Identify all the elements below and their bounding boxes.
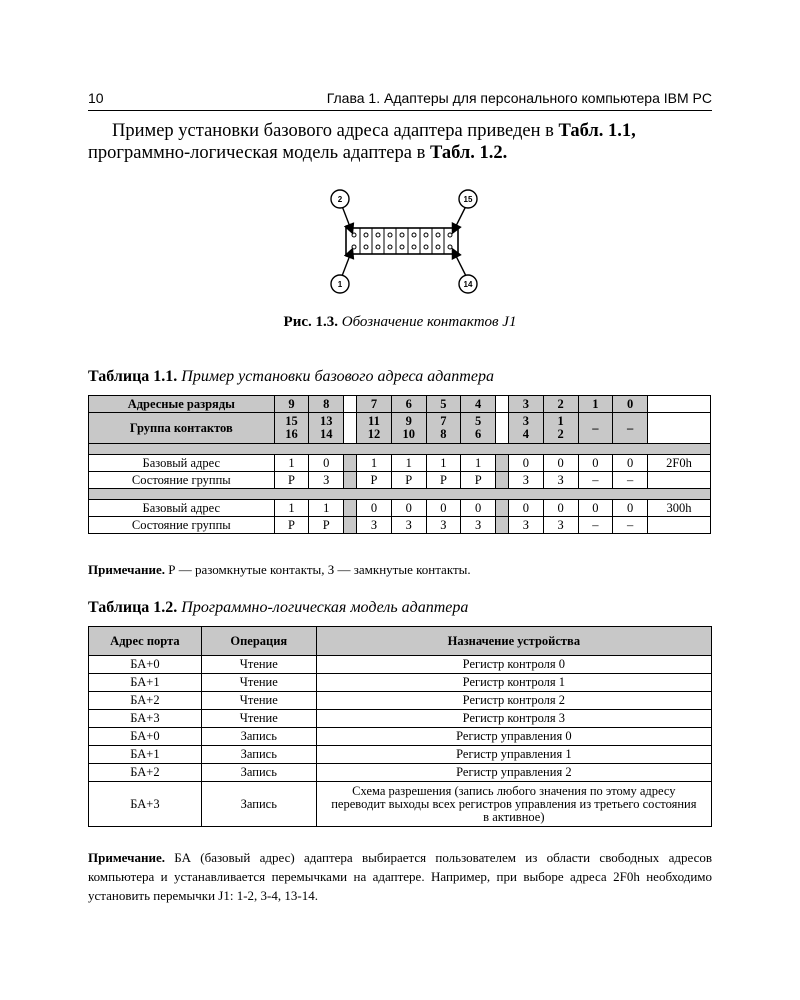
address-hex: 300h [647,500,710,517]
group-cell: 15 16 [274,413,309,444]
arrow-pin-15 [453,206,466,232]
table-1-number: Таблица 1.1. [88,368,178,385]
intro-text-1: Пример установки базового адреса адаптера приведен в [112,121,559,141]
bit-cell: 7 [357,396,392,413]
table-2-caption [88,599,468,617]
bit-cell: 6 [391,396,426,413]
note-text: БА (базовый адрес) адаптера выбирается пользователем из области свободных адресов компьютера и устанавливается перемычками на адаптере. Например, при выборе адреса 2F0h необходимо установить перемычки J1: 1-2, 3-4, 13-14. [88,850,712,903]
column-header: Адрес порта [89,627,202,656]
jumper-diagram [320,180,490,300]
bit-cell: 0 [613,396,648,413]
row-label: Базовый адрес [89,455,275,472]
group-cell: 5 6 [461,413,496,444]
row-label: Состояние группы [89,517,275,534]
group-cell: – [613,413,648,444]
pin-label-1: 1 [337,280,343,289]
table-row: БА+1 Чтение Регистр контроля 1 [89,674,712,692]
table-row: Состояние группы Р З Р Р Р Р З З – – [89,472,711,489]
address-hex: 2F0h [647,455,710,472]
group-cell: 3 4 [509,413,544,444]
bit-cell: 8 [309,396,344,413]
table-row: БА+3 Чтение Регистр контроля 3 [89,710,712,728]
intro-text-2: программно-логическая модель адаптера в [88,143,430,163]
header-label: Группа контактов [89,413,275,444]
table-1-header-bits [89,396,711,413]
pin-label-2: 2 [337,195,343,204]
group-cell: 11 12 [357,413,392,444]
column-header: Назначение устройства [316,627,711,656]
page-number: 10 [88,90,104,106]
intro-paragraph [88,120,712,164]
table-row: Состояние группы Р Р З З З З З З – – [89,517,711,534]
table-1-caption [88,368,494,386]
figure-caption-number: Рис. 1.3. [283,314,338,330]
table-row: БА+1 Запись Регистр управления 1 [89,746,712,764]
table-port-model [88,626,712,827]
note-label: Примечание. [88,850,165,865]
figure-caption [0,314,800,331]
bit-cell: 1 [578,396,613,413]
bit-cell: 4 [461,396,496,413]
intro-ref-table-2: Табл. 1.2. [429,143,508,163]
table-2-number: Таблица 1.2. [88,599,178,616]
group-cell: – [578,413,613,444]
bit-cell: 9 [274,396,309,413]
bit-cell: 2 [543,396,578,413]
page-header [88,90,712,111]
table-base-address [88,395,711,534]
arrow-pin-14 [453,250,466,276]
note-text: Р — разомкнутые контакты, З — замкнутые контакты. [164,562,471,577]
table-2-note [88,848,712,905]
row-label: Базовый адрес [89,500,275,517]
pin-label-14: 14 [463,280,473,289]
running-title: Глава 1. Адаптеры для персонального компьютера IBM PC [326,90,712,106]
group-cell: 13 14 [309,413,344,444]
pin-label-15: 15 [463,195,473,204]
row-label: Состояние группы [89,472,275,489]
bit-cell: 3 [509,396,544,413]
header-label: Адресные разряды [89,396,275,413]
column-header: Операция [201,627,316,656]
table-1-header-groups [89,413,711,444]
table-row: БА+2 Чтение Регистр контроля 2 [89,692,712,710]
intro-ref-table-1: Табл. 1.1, [558,121,636,141]
table-row: БА+2 Запись Регистр управления 2 [89,764,712,782]
group-cell: 7 8 [426,413,461,444]
table-row: Базовый адрес 1 0 1 1 1 1 0 0 0 0 2F0h [89,455,711,472]
table-1-title: Пример установки базового адреса адаптера [177,368,494,385]
table-1-note [88,560,712,579]
bit-cell: 5 [426,396,461,413]
table-2-title: Программно-логическая модель адаптера [177,599,469,616]
table-2-header [89,627,712,656]
table-row: БА+3 Запись Схема разрешения (запись любого значения по этому адресу переводит выходы всех регистров управления из третьего состояния в активное) [89,782,712,827]
table-row: БА+0 Чтение Регистр контроля 0 [89,656,712,674]
group-cell: 1 2 [543,413,578,444]
group-cell: 9 10 [391,413,426,444]
table-row: Базовый адрес 1 1 0 0 0 0 0 0 0 0 300h [89,500,711,517]
table-row: БА+0 Запись Регистр управления 0 [89,728,712,746]
note-label: Примечание. [88,562,165,577]
connector-body [346,228,458,254]
figure-caption-text: Обозначение контактов J1 [338,314,517,330]
